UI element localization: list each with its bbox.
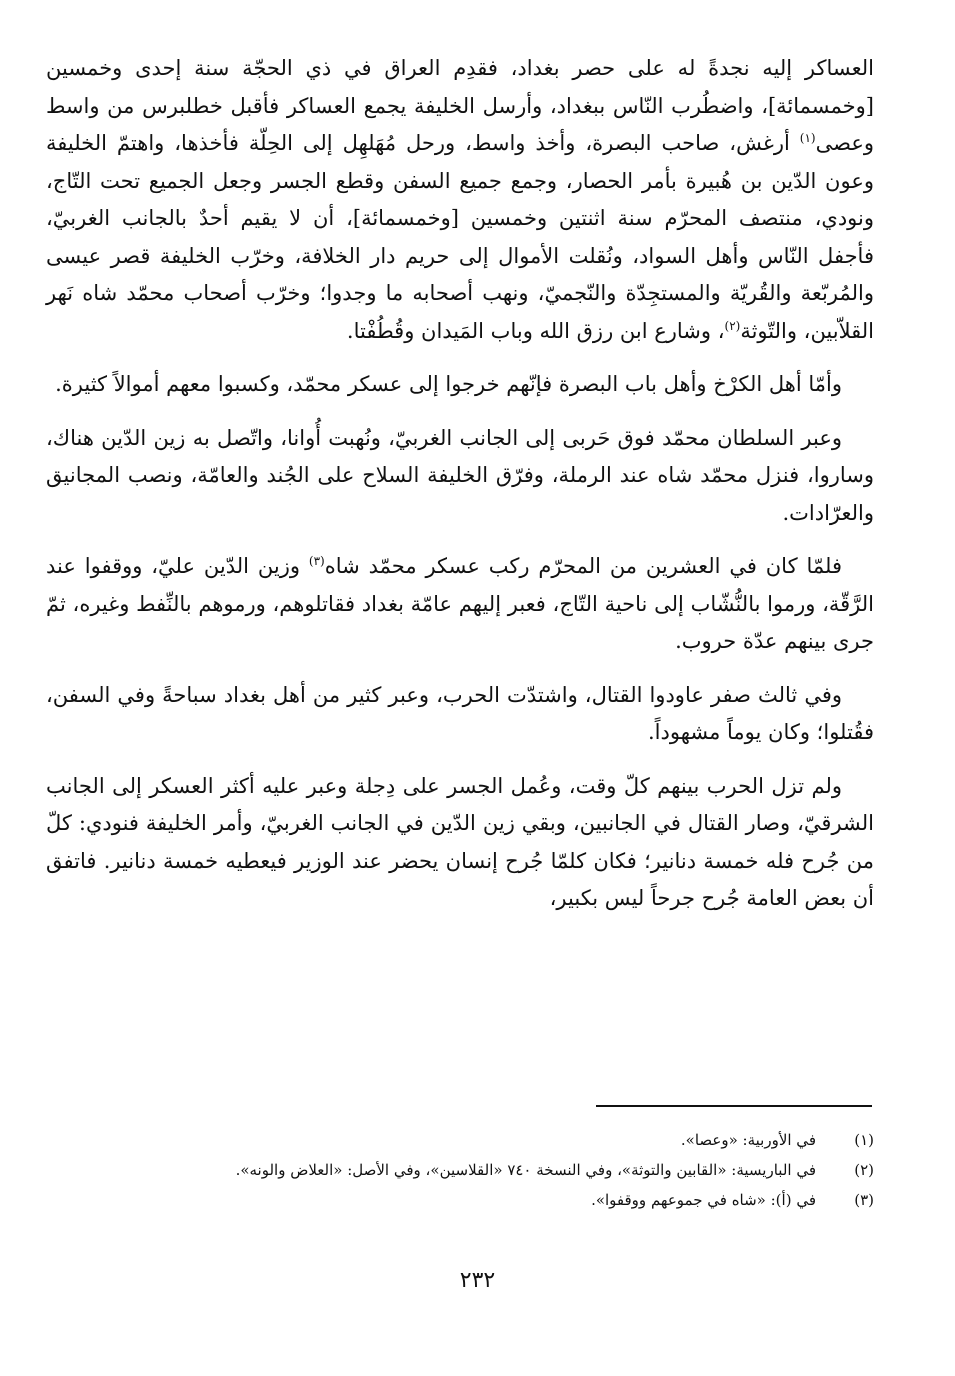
footnotes — [46, 1125, 874, 1215]
page-number: ٢٣٢ — [459, 1268, 496, 1293]
footnote-number: (١) — [854, 1131, 874, 1149]
footnote-3 — [46, 1185, 874, 1215]
footnote-ref-2: (٢) — [724, 318, 741, 333]
paragraph-5: وفي ثالث صفر عاودوا القتال، واشتدّت الحرب، وعبر كثير من أهل بغداد سباحةً وفي السفن، فقُتلوا؛ وكان يوماً مشهوداً. — [46, 682, 874, 744]
footnote-2 — [46, 1155, 874, 1185]
paragraph-4-part-1: فلمّا كان في العشرين من المحرّم ركب عسكر محمّد شاه — [324, 554, 842, 578]
paragraph-4-part-2: وزين الدّين عليّ، ووقفوا عند الرَّقّة، ورموا بالنُّشّاب إلى ناحية التّاج، فعبر إليهم عامّة بغداد فقاتلوهم، ورموهم بالنِّفط وغيره، ثمّ جرى بينهم عدّة حروب. — [46, 554, 874, 653]
footnote-ref-1: (١) — [799, 131, 816, 145]
paragraph-4 — [46, 548, 874, 661]
footnote-1 — [46, 1125, 874, 1155]
paragraph-2: وأمّا أهل الكرْخ وأهل باب البصرة فإنّهم خرجوا إلى عسكر محمّد، وكسبوا معهم أموالاً كثيرة. — [55, 372, 842, 396]
paragraph-1 — [46, 50, 874, 350]
footnote-ref-3: (٣) — [308, 554, 325, 568]
footnote-number: (٣) — [854, 1191, 874, 1209]
footnote-text: في (أ): «شاه في جموعهم ووقفوا». — [591, 1191, 816, 1209]
paragraph-3: وعبر السلطان محمّد فوق حَربى إلى الجانب الغربيّ، ونُهبت أُوانا، واتّصل به زين الدّين هناك، وساروا، فنزل محمّد شاه عند الرملة، وفرّق الخليفة السلاح على الجُند والعامّة، ونصب المجانيق والعرّادات. — [46, 425, 874, 525]
footnote-number: (٢) — [854, 1161, 874, 1179]
paragraph-1-part-3: ، وشارع ابن رزق الله وباب المَيدان وقُطُفْتا. — [346, 318, 725, 343]
footnote-text: في الباريسية: «القابين والتوثة»، وفي النسخة ٧٤٠ «القلاسين»، وفي الأصل: «العلاض والونه». — [235, 1161, 816, 1179]
paragraph-6: ولم تزل الحرب بينهم كلّ وقت، وعُمل الجسر على دِجلة وعبر عليه أكثر العسكر إلى الجانب الشرقيّ، وصار القتال في الجانبين، وبقي زين الدّين في الجانب الغربيّ، وأمر الخليفة فنودي: كلّ من جُرح فله خمسة دنانير؛ فكان كلمّا جُرح إنسان يحضر عند الوزير فيعطيه خمسة دنانير. فاتفق أن بعض العامة جُرح جرحاً ليس بكبير، — [46, 773, 874, 910]
paragraph-1-part-2: أرغش، صاحب البصرة، وأخذ واسط، ورحل مُهَلهِل إلى الحِلّة فأخذها، واهتمّ الخليفة وعون الدّين بن هُبيرة بأمر الحصار، وجمع جميع السفن وقطع الجسر وجعل الجميع تحت التّاج، ونودي، منتصف المحرّم سنة اثنتين وخمسين [وخمسمائة]، أن لا يقيم أحدٌ بالجانب الغربيّ، فأجفل النّاس وأهل السواد، ونُقلت الأموال إلى حريم دار الخلافة، وخرّب الخليفة قصر عيسى والمُربّعة والقُريّة والمستجِدّة والنّجميّ، ونهب أصحابه ما وجدوا؛ وخرّب أصحاب محمّد شاه نَهر القلاّبين، والتّوثة — [46, 131, 874, 343]
footnote-text: في الأوربية: «وعصا». — [680, 1131, 816, 1149]
main-text — [46, 50, 874, 934]
paragraph-1-part-1: العساكر إليه نجدةً له على حصر بغداد، فقدِم العراق في ذي الحجّة سنة إحدى وخمسين [وخمسمائة]، واضطُرب النّاس ببغداد، وأرسل الخليفة يجمع العساكر فأقبل خطلبرس من واسط وعصى — [46, 56, 874, 155]
footnote-divider — [596, 1105, 872, 1107]
